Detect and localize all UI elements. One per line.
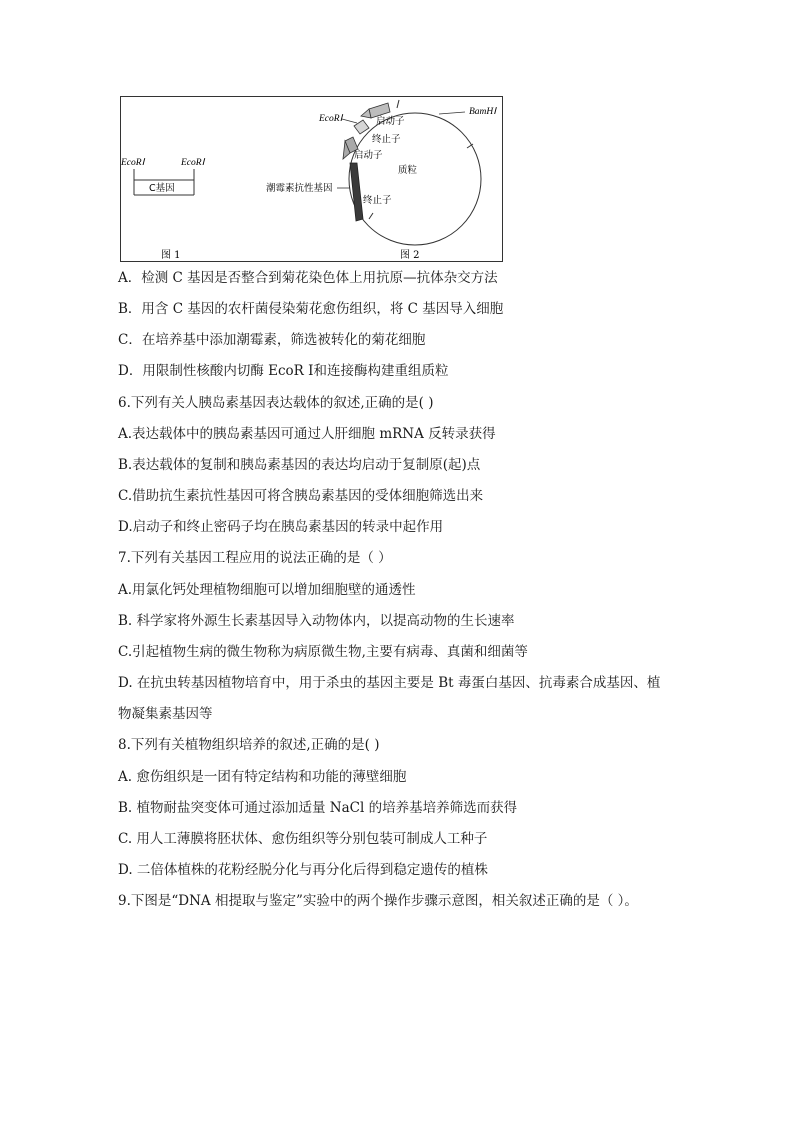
q6-stem: 6.下列有关人胰岛素基因表达载体的叙述,正确的是( ) (118, 395, 434, 411)
fig2-caption: 图 2 (400, 250, 420, 261)
q7-option-c: C.引起植物生病的微生物称为病原微生物,主要有病毒、真菌和细菌等 (118, 644, 528, 660)
q6-option-d: D.启动子和终止密码子均在胰岛素基因的转录中起作用 (118, 519, 444, 535)
ecori-leader-line (342, 119, 357, 123)
cut-site-tick-bottom (369, 213, 373, 219)
bamhi-leader-line (439, 112, 465, 114)
q7-option-d: D. 在抗虫转基因植物培育中，用于杀虫的基因主要是 Bt 毒蛋白基因、抗毒素合成基因、植 (118, 675, 661, 691)
plasmid-circle (349, 113, 481, 245)
promoter1-arrow-head (361, 109, 371, 118)
fig2-hygromycin-label: 潮霉素抗性基因 (266, 183, 333, 194)
q9-stem: 9.下图是“DNA 相提取与鉴定”实验中的两个操作步骤示意图，相关叙述正确的是（ ）。 (118, 893, 638, 909)
q7-option-a: A.用氯化钙处理植物细胞可以增加细胞壁的通透性 (118, 582, 416, 598)
figure-svg (121, 97, 504, 263)
q5-option-a: A．检测 C 基因是否整合到菊花染色体上用抗原—抗体杂交方法 (118, 270, 498, 286)
q8-option-d: D. 二倍体植株的花粉经脱分化与再分化后得到稳定遗传的植株 (118, 862, 488, 878)
q8-option-c: C. 用人工薄膜将胚状体、愈伤组织等分别包装可制成人工种子 (118, 831, 488, 847)
q8-option-a: A. 愈伤组织是一团有特定结构和功能的薄壁细胞 (118, 769, 407, 785)
fig1-gene-label: C基因 (149, 183, 175, 194)
fig1-caption: 图 1 (161, 250, 181, 261)
q6-option-c: C.借助抗生素抗性基因可将含胰岛素基因的受体细胞筛选出来 (118, 488, 484, 504)
fig2-promoter2-label: 启动子 (354, 150, 383, 161)
terminator1-block (354, 120, 369, 134)
fig2-bamhi-label: BamHⅠ (469, 107, 497, 117)
fig2-terminator2-label: 终止子 (363, 195, 392, 206)
q6-option-b: B.表达载体的复制和胰岛素基因的表达均启动于复制原(起)点 (118, 457, 481, 473)
q5-option-c: C．在培养基中添加潮霉素，筛选被转化的菊花细胞 (118, 332, 426, 348)
q8-stem: 8.下列有关植物组织培养的叙述,正确的是( ) (118, 737, 380, 753)
q7-stem: 7.下列有关基因工程应用的说法正确的是（ ） (118, 550, 392, 566)
q7-option-d-continued: 物凝集素基因等 (118, 706, 213, 722)
q6-option-a: A.表达载体中的胰岛素基因可通过人肝细胞 mRNA 反转录获得 (118, 426, 496, 442)
plasmid-figure (120, 96, 503, 262)
fig2-promoter1-label: 启动子 (376, 116, 405, 127)
q7-option-b: B. 科学家将外源生长素基因导入动物体内，以提高动物的生长速率 (118, 613, 515, 629)
q8-option-b: B. 植物耐盐突变体可通过添加适量 NaCl 的培养基培养筛选而获得 (118, 800, 518, 816)
fig1-ecori-left: EcoRⅠ (121, 158, 145, 168)
fig2-ecori-label: EcoRⅠ (319, 114, 343, 124)
q5-option-d: D．用限制性核酸内切酶 EcoR Ⅰ和连接酶构建重组质粒 (118, 363, 449, 379)
fig2-plasmid-label: 质粒 (398, 165, 418, 176)
fig2-terminator1-label: 终止子 (372, 134, 401, 145)
fig1-ecori-right: EcoRⅠ (181, 158, 205, 168)
q5-option-b: B．用含 C 基因的农杆菌侵染菊花愈伤组织，将 C 基因导入细胞 (118, 301, 504, 317)
hygromycin-gene-block (350, 163, 363, 221)
cut-site-tick-top (397, 100, 399, 108)
